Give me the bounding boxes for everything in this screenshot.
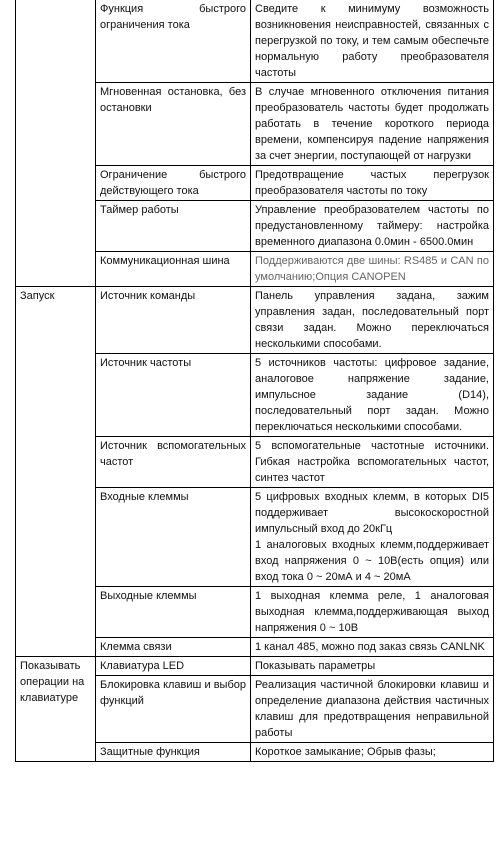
feature-cell: Мгновенная остановка, без остановки <box>96 83 251 166</box>
description-paragraph: Управление преобразователем частоты по предустановленному таймеру: настройка временного диапазона 0.0мин - 6500.0мин <box>255 204 489 248</box>
section-cell: Показывать операции на клавиатуре <box>16 657 96 762</box>
table-row <box>16 287 494 354</box>
description-cell <box>251 587 494 638</box>
feature-cell: Источник частоты <box>96 354 251 437</box>
feature-cell: Таймер работы <box>96 201 251 252</box>
description-cell <box>251 354 494 437</box>
description-cell <box>251 488 494 587</box>
description-paragraph: 5 вспомогательные частотные источники. Гибкая настройка вспомогательных частот, синтез частот <box>255 440 489 484</box>
section-cell: Запуск <box>16 287 96 657</box>
description-paragraph: Предотвращение частых перегрузок преобразователя частоты по току <box>255 169 489 197</box>
description-paragraph: 1 канал 485, можно под заказ связь CANLNK <box>255 641 485 653</box>
description-paragraph: Показывать параметры <box>255 660 376 672</box>
table-row <box>16 0 494 83</box>
description-paragraph: 1 аналоговых входных клемм,поддерживает вход напряжения 0 ~ 10В(есть опция) или вход тока 0 ~ 20мА и 4 ~ 20мА <box>255 539 489 583</box>
description-cell <box>251 166 494 201</box>
description-paragraph: Реализация частичной блокировки клавиш и определение диапазона действия частичных клавиш для предотвращения неправильной работы <box>255 679 489 739</box>
spec-table <box>15 0 494 762</box>
description-paragraph: Сведите к минимуму возможность возникновения неисправностей, связанных с перегрузкой по току, и тем самым обеспечьте нормальную работу преобразователя частоты <box>255 3 489 79</box>
feature-cell: Коммуникационная шина <box>96 252 251 287</box>
feature-cell: Клемма связи <box>96 638 251 657</box>
feature-cell: Ограничение быстрого действующего тока <box>96 166 251 201</box>
feature-cell: Защитные функция <box>96 743 251 762</box>
section-cell <box>16 0 96 287</box>
description-cell <box>251 638 494 657</box>
feature-cell: Источник команды <box>96 287 251 354</box>
description-cell <box>251 743 494 762</box>
feature-cell: Клавиатура LED <box>96 657 251 676</box>
description-cell <box>251 201 494 252</box>
feature-cell: Функция быстрого ограничения тока <box>96 0 251 83</box>
description-paragraph: Короткое замыкание; Обрыв фазы; <box>255 746 436 758</box>
description-paragraph: В случае мгновенного отключения питания преобразователь частоты будет продолжать работать в течение короткого периода времени, компенсируя падение напряжения за счет энергии, поступающей от нагрузки <box>255 86 489 162</box>
description-paragraph: 5 источников частоты: цифровое задание, аналоговое напряжение задание, импульсное задание (D14), последовательный порт задан. Можно переключаться несколькими способами. <box>255 357 489 433</box>
feature-cell: Выходные клеммы <box>96 587 251 638</box>
description-cell <box>251 83 494 166</box>
description-paragraph: Поддерживаются две шины: RS485 и CAN по умолчанию;Опция CANOPEN <box>255 255 489 283</box>
feature-cell: Блокировка клавиш и выбор функций <box>96 676 251 743</box>
table-row <box>16 657 494 676</box>
description-cell <box>251 676 494 743</box>
description-cell <box>251 252 494 287</box>
feature-cell: Входные клеммы <box>96 488 251 587</box>
spec-table-body <box>16 0 494 762</box>
description-paragraph: 1 выходная клемма реле, 1 аналоговая выходная клемма,поддерживающая выход напряжения 0 ~ 10В <box>255 590 489 634</box>
description-cell <box>251 437 494 488</box>
description-paragraph: Панель управления задана, зажим управления задан, последовательный порт связи задан. Можно переключаться несколькими способами. <box>255 290 489 350</box>
description-cell <box>251 657 494 676</box>
description-paragraph: 5 цифровых входных клемм, в которых DI5 поддерживает высокоскоростной импульсный вход до 20кГц <box>255 491 489 535</box>
feature-cell: Источник вспомогательных частот <box>96 437 251 488</box>
description-cell <box>251 287 494 354</box>
description-cell <box>251 0 494 83</box>
